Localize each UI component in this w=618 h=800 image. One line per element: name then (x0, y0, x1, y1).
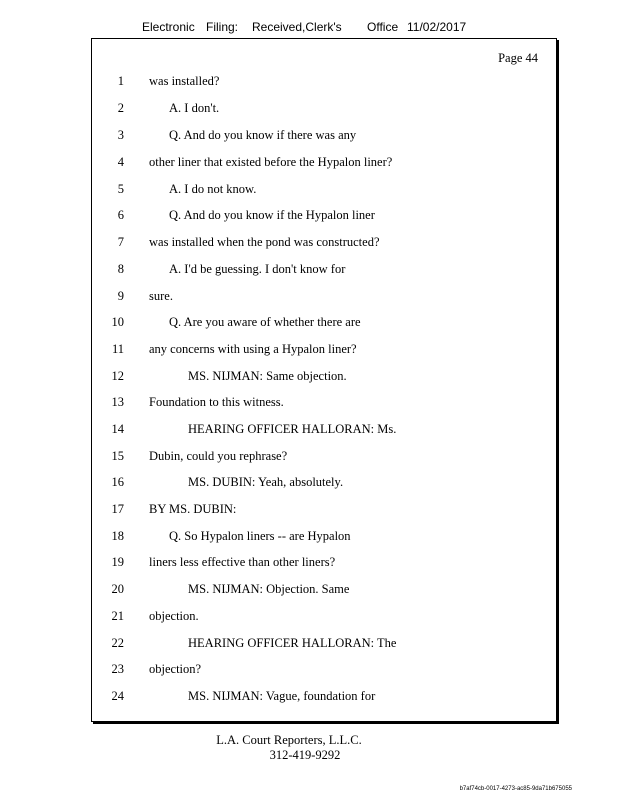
line-number: 16 (111, 475, 124, 489)
line-number: 6 (117, 208, 124, 222)
transcript-line (102, 74, 542, 92)
line-text: Q. So Hypalon liners -- are Hypalon (169, 529, 351, 543)
filing-header-part: Office (367, 20, 399, 34)
line-number: 24 (111, 689, 124, 703)
transcript-line (102, 235, 542, 253)
line-text: HEARING OFFICER HALLORAN: Ms. (188, 422, 397, 436)
filing-header-part: Received,Clerk's (252, 20, 342, 34)
line-text: MS. NIJMAN: Objection. Same (188, 582, 350, 596)
line-number: 12 (111, 369, 124, 383)
transcript-line (102, 369, 542, 387)
filing-header-part: Electronic (142, 20, 195, 34)
transcript-line (102, 182, 542, 200)
transcript-line (102, 609, 542, 627)
line-number: 18 (111, 529, 124, 543)
transcript-line (102, 128, 542, 146)
transcript-line (102, 636, 542, 654)
line-text: HEARING OFFICER HALLORAN: The (188, 636, 397, 650)
transcript-line (102, 555, 542, 573)
line-text: A. I don't. (169, 101, 220, 115)
line-number: 10 (111, 315, 124, 329)
line-text: Foundation to this witness. (149, 395, 284, 409)
line-number: 11 (111, 342, 124, 356)
transcript-line (102, 342, 542, 360)
line-text: liners less effective than other liners? (149, 555, 336, 569)
line-text: A. I'd be guessing. I don't know for (169, 262, 346, 276)
line-text: was installed when the pond was constructed? (149, 235, 380, 249)
line-text: Q. And do you know if there was any (169, 128, 357, 142)
line-number: 5 (117, 182, 124, 196)
transcript-line (102, 315, 542, 333)
footer-phone: 312-419-9292 (269, 748, 341, 762)
line-number: 2 (117, 101, 124, 115)
line-number: 17 (111, 502, 124, 516)
transcript-line (102, 101, 542, 119)
line-number: 23 (111, 662, 124, 676)
line-text: other liner that existed before the Hypalon liner? (149, 155, 393, 169)
line-number: 4 (117, 155, 124, 169)
line-number: 3 (117, 128, 124, 142)
line-number: 14 (111, 422, 124, 436)
line-number: 22 (111, 636, 124, 650)
transcript-line (102, 155, 542, 173)
transcript-line (102, 582, 542, 600)
line-text: objection? (149, 662, 202, 676)
line-number: 20 (111, 582, 124, 596)
line-text: Q. Are you aware of whether there are (169, 315, 361, 329)
filing-header-date: 11/02/2017 (407, 20, 467, 34)
line-text: A. I do not know. (169, 182, 257, 196)
line-text: Q. And do you know if the Hypalon liner (169, 208, 375, 222)
transcript-line (102, 662, 542, 680)
line-number: 7 (117, 235, 124, 249)
footer-company: L.A. Court Reporters, L.L.C. (216, 733, 362, 747)
line-text: BY MS. DUBIN: (149, 502, 237, 516)
transcript-page (91, 38, 557, 722)
transcript-line (102, 422, 542, 440)
line-text: was installed? (149, 74, 220, 88)
line-text: MS. NIJMAN: Same objection. (188, 369, 347, 383)
line-text: objection. (149, 609, 199, 623)
line-number: 9 (117, 289, 124, 303)
line-text: sure. (149, 289, 173, 303)
line-number: 15 (111, 449, 124, 463)
transcript-line (102, 475, 542, 493)
transcript-line (102, 289, 542, 307)
filing-header-part: Filing: (206, 20, 239, 34)
page-number: Page 44 (498, 51, 538, 65)
line-number: 1 (117, 74, 124, 88)
transcript-line (102, 208, 542, 226)
transcript-line (102, 449, 542, 467)
document-hash: b7af74cb-0017-4273-ac85-9da71b675055 (459, 786, 572, 792)
line-number: 8 (117, 262, 124, 276)
filing-header (142, 20, 466, 34)
transcript-line (102, 502, 542, 520)
transcript-line (102, 395, 542, 413)
line-text: any concerns with using a Hypalon liner? (149, 342, 357, 356)
transcript-line (102, 689, 542, 707)
line-text: MS. DUBIN: Yeah, absolutely. (188, 475, 344, 489)
transcript-line (102, 529, 542, 547)
transcript-line (102, 262, 542, 280)
line-text: MS. NIJMAN: Vague, foundation for (188, 689, 376, 703)
line-number: 19 (111, 555, 124, 569)
line-number: 13 (111, 395, 124, 409)
line-number: 21 (111, 609, 124, 623)
line-text: Dubin, could you rephrase? (149, 449, 288, 463)
